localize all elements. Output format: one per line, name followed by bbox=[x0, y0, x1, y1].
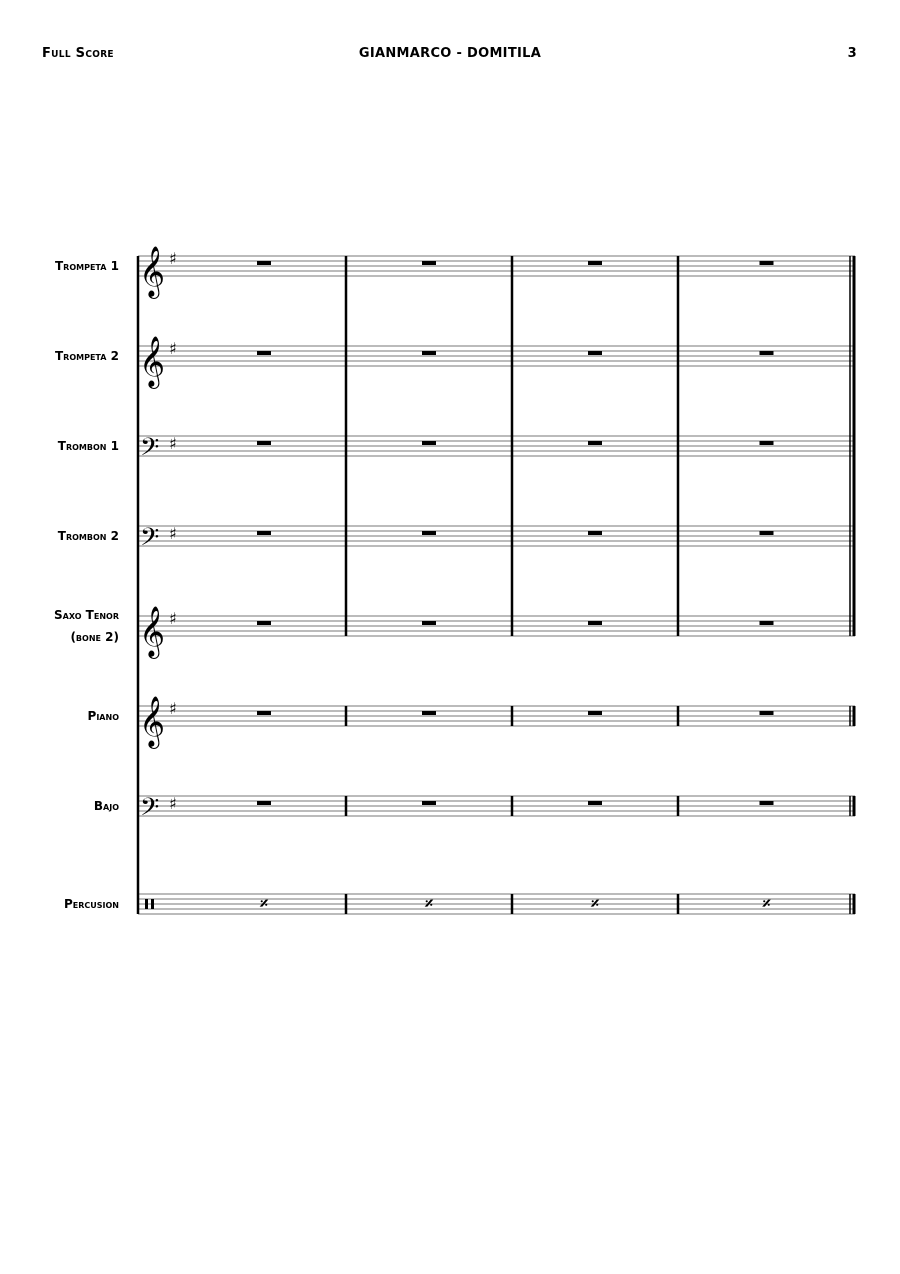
treble-clef-icon: 𝄞 bbox=[139, 246, 166, 297]
instrument-name: Bajo bbox=[93, 799, 119, 813]
bass-clef-icon: 𝄢 bbox=[140, 433, 160, 468]
measure-repeat-icon: 𝄎 bbox=[591, 894, 599, 913]
key-signature-sharp-icon: ♯ bbox=[169, 794, 177, 813]
treble-clef-icon: 𝄞 bbox=[139, 606, 166, 657]
whole-rest bbox=[588, 261, 602, 265]
whole-rest bbox=[422, 531, 436, 535]
whole-rest bbox=[588, 531, 602, 535]
treble-clef-icon: 𝄞 bbox=[139, 696, 166, 747]
whole-rest bbox=[588, 441, 602, 445]
whole-rest bbox=[257, 441, 271, 445]
key-signature-sharp-icon: ♯ bbox=[169, 249, 177, 268]
whole-rest bbox=[257, 531, 271, 535]
whole-rest bbox=[588, 711, 602, 715]
whole-rest bbox=[760, 441, 774, 445]
page-title: GIANMARCO - DOMITILA bbox=[358, 45, 542, 62]
whole-rest bbox=[257, 711, 271, 715]
whole-rest bbox=[257, 261, 271, 265]
key-signature-sharp-icon: ♯ bbox=[169, 609, 177, 628]
page-number: 3 bbox=[847, 45, 857, 62]
whole-rest bbox=[588, 351, 602, 355]
key-signature-sharp-icon: ♯ bbox=[169, 699, 177, 718]
whole-rest bbox=[422, 261, 436, 265]
key-signature-sharp-icon: ♯ bbox=[169, 339, 177, 358]
percussion-clef-icon bbox=[145, 899, 148, 909]
bass-clef-icon: 𝄢 bbox=[140, 793, 160, 828]
measure-repeat-icon: 𝄎 bbox=[260, 894, 268, 913]
whole-rest bbox=[760, 801, 774, 805]
key-signature-sharp-icon: ♯ bbox=[169, 434, 177, 453]
instrument-name: Trompeta 2 bbox=[55, 349, 119, 363]
whole-rest bbox=[422, 711, 436, 715]
instrument-name: Trombon 1 bbox=[57, 439, 119, 453]
whole-rest bbox=[422, 441, 436, 445]
key-signature-sharp-icon: ♯ bbox=[169, 524, 177, 543]
instrument-name: Piano bbox=[87, 709, 119, 723]
whole-rest bbox=[760, 261, 774, 265]
whole-rest bbox=[257, 801, 271, 805]
whole-rest bbox=[422, 801, 436, 805]
treble-clef-icon: 𝄞 bbox=[139, 336, 166, 387]
whole-rest bbox=[588, 621, 602, 625]
instrument-name: Percusion bbox=[63, 897, 119, 911]
whole-rest bbox=[257, 351, 271, 355]
measure-repeat-icon: 𝄎 bbox=[425, 894, 433, 913]
instrument-name: Trompeta 1 bbox=[55, 259, 119, 273]
whole-rest bbox=[760, 531, 774, 535]
bass-clef-icon: 𝄢 bbox=[140, 523, 160, 558]
whole-rest bbox=[760, 711, 774, 715]
percussion-clef-icon bbox=[151, 899, 154, 909]
instrument-name: Saxo Tenor bbox=[53, 608, 119, 622]
instrument-name-secondary: (bone 2) bbox=[70, 630, 119, 644]
whole-rest bbox=[257, 621, 271, 625]
measure-repeat-icon: 𝄎 bbox=[762, 894, 771, 913]
whole-rest bbox=[588, 801, 602, 805]
whole-rest bbox=[422, 351, 436, 355]
whole-rest bbox=[422, 621, 436, 625]
whole-rest bbox=[760, 621, 774, 625]
whole-rest bbox=[760, 351, 774, 355]
instrument-name: Trombon 2 bbox=[57, 529, 119, 543]
score-type-label: Full Score bbox=[42, 45, 114, 62]
